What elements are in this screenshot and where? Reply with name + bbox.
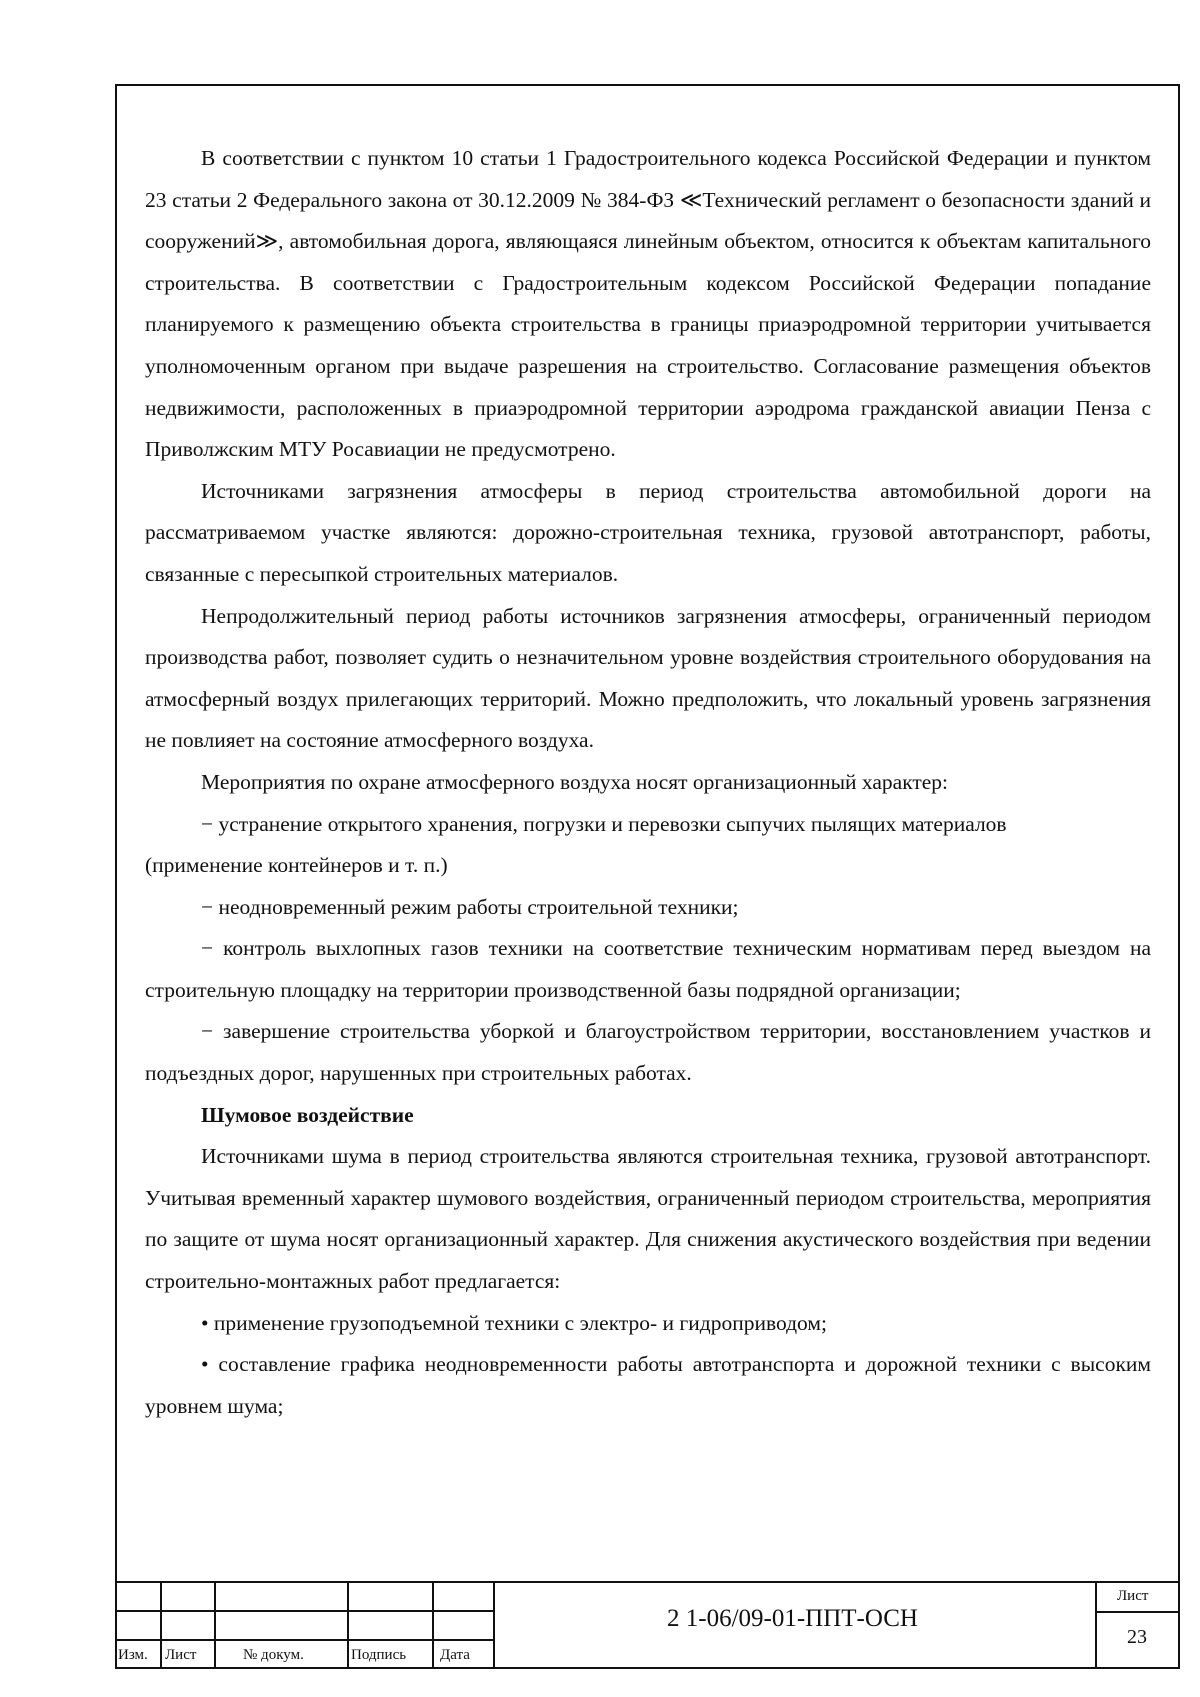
stamp-caption-izm: Изм. bbox=[118, 1647, 148, 1663]
document-code: 2 1-06/09-01-ППТ-ОСН bbox=[667, 1605, 918, 1632]
stamp-line-top bbox=[115, 1581, 1180, 1583]
list-item-work-mode: − неодновременный режим работы строительной техники; bbox=[201, 894, 739, 919]
paragraph-legal-basis: В соответствии с пунктом 10 статьи 1 Градостроительного кодекса Российской Федерации и пунктом 23 статьи 2 Федерального закона от 30.12.2009 № 384-ФЗ ≪Технический регламент о безопасности зданий и сооружений≫, автомобильная дорога, являющаяся линейным объектом, относится к объектам капитального строительства. В соответствии с Градостроительным кодексом Российской Федерации попадание планируемого к размещению объекта строительства в границы приаэродромной территории учитывается уполномоченным органом при выдаче разрешения на строительство. Согласование размещения объектов недвижимости, расположенных в приаэродромной территории аэродрома гражданской авиации Пенза с Приволжским МТУ Росавиации не предусмотрено. bbox=[145, 146, 1151, 462]
stamp-divider-2 bbox=[214, 1581, 216, 1669]
document-body bbox=[145, 138, 1151, 1427]
list-item-storage: − устранение открытого хранения, погрузки и перевозки сыпучих пылящих материалов bbox=[201, 811, 1007, 836]
stamp-divider-4 bbox=[432, 1581, 434, 1669]
list-item-lifting-equipment: • применение грузоподъемной техники с электро- и гидроприводом; bbox=[201, 1310, 827, 1335]
paragraph-air-measures-intro: Мероприятия по охране атмосферного воздуха носят организационный характер: bbox=[201, 769, 949, 794]
stamp-line-sheet bbox=[1095, 1611, 1180, 1613]
paragraph-noise-sources: Источниками шума в период строительства являются строительная техника, грузовой автотранспорт. Учитывая временный характер шумового воздействия, ограниченный периодом строительства, мероприятия по защите от шума носят организационный характер. Для снижения акустического воздействия при ведении строительно-монтажных работ предлагается: bbox=[145, 1144, 1151, 1294]
sheet-number: 23 bbox=[1127, 1626, 1147, 1648]
stamp-line-row2 bbox=[115, 1639, 495, 1641]
sheet-label: Лист bbox=[1117, 1588, 1149, 1604]
stamp-line-row1 bbox=[115, 1610, 495, 1612]
list-item-storage-continued: (применение контейнеров и т. п.) bbox=[145, 853, 448, 878]
stamp-divider-3 bbox=[347, 1581, 349, 1669]
stamp-divider-6 bbox=[1095, 1581, 1097, 1669]
stamp-caption-list: Лист bbox=[165, 1647, 197, 1663]
paragraph-pollution-sources: Источниками загрязнения атмосферы в период строительства автомобильной дороги на рассматриваемом участке являются: дорожно-строительная техника, грузовой автотранспорт, работы, связанные с пересыпкой строительных материалов. bbox=[145, 478, 1151, 586]
stamp-divider-5 bbox=[493, 1581, 495, 1669]
stamp-divider-1 bbox=[160, 1581, 162, 1669]
section-heading-noise: Шумовое воздействие bbox=[201, 1102, 414, 1127]
list-item-exhaust-control: − контроль выхлопных газов техники на соответствие техническим нормативам перед выездом на строительную площадку на территории производственной базы подрядной организации; bbox=[145, 936, 1151, 1002]
stamp-caption-data: Дата bbox=[440, 1647, 470, 1663]
title-block-stamp bbox=[115, 1581, 1180, 1669]
stamp-caption-podpis: Подпись bbox=[351, 1647, 407, 1663]
list-item-completion: − завершение строительства уборкой и благоустройством территории, восстановлением участков и подъездных дорог, нарушенных при строительных работах. bbox=[145, 1019, 1151, 1086]
list-item-schedule: • составление графика неодновременности работы автотранспорта и дорожной техники с высоким уровнем шума; bbox=[145, 1352, 1151, 1418]
paragraph-short-term-impact: Непродолжительный период работы источников загрязнения атмосферы, ограниченный периодом производства работ, позволяет судить о незначительном уровне воздействия строительного оборудования на атмосферный воздух прилегающих территорий. Можно предположить, что локальный уровень загрязнения не повлияет на состояние атмосферного воздуха. bbox=[145, 603, 1151, 753]
stamp-caption-dokum: № докум. bbox=[243, 1647, 304, 1663]
